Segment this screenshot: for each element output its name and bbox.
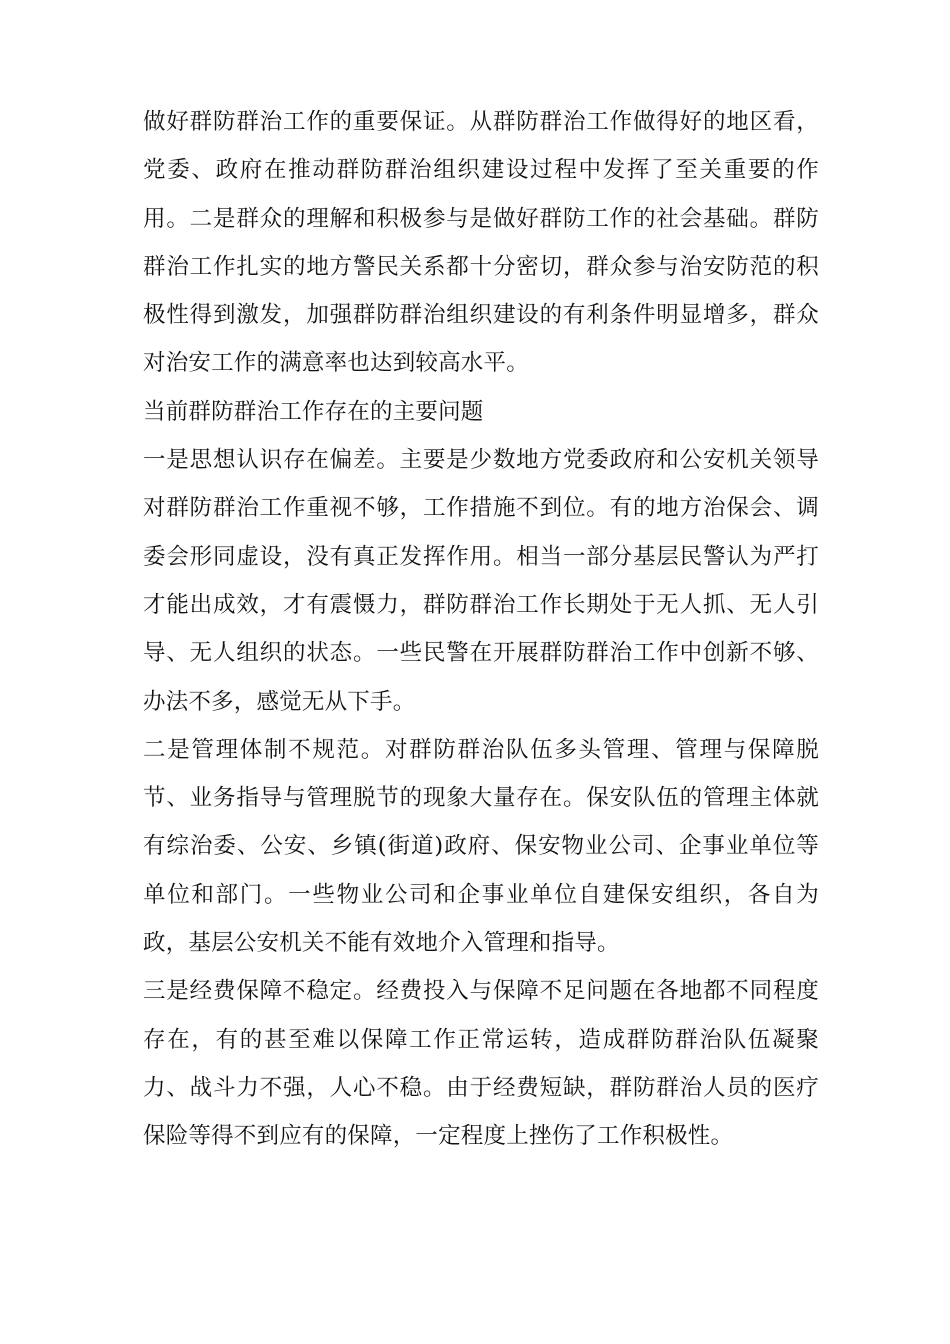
section-heading: 当前群防群治工作存在的主要问题 (143, 398, 484, 425)
paragraph-problem-3: 三是经费保障不稳定。经费投入与保障不足问题在各地都不同程度存在，有的甚至难以保障工作正常运转，造成群防群治队伍凝聚力、战斗力不强，人心不稳。由于经费短缺，群防群治人员的医疗保险等得不到应有的保障，一定程度上挫伤了工作积极性。 (143, 978, 819, 1150)
paragraph-problem-2: 二是管理体制不规范。对群防群治队伍多头管理、管理与保障脱节、业务指导与管理脱节的现象大量存在。保安队伍的管理主体就有综治委、公安、乡镇(街道)政府、保安物业公司、企事业单位等单位和部门。一些物业公司和企事业单位自建保安组织，各自为政，基层公安机关不能有效地介入管理和指导。 (143, 736, 819, 957)
document-body (143, 98, 819, 1161)
paragraph-problem-1: 一是思想认识存在偏差。主要是少数地方党委政府和公安机关领导对群防群治工作重视不够，工作措施不到位。有的地方治保会、调委会形同虚设，没有真正发挥作用。相当一部分基层民警认为严打才能出成效，才有震慑力，群防群治工作长期处于无人抓、无人引导、无人组织的状态。一些民警在开展群防群治工作中创新不够、办法不多，感觉无从下手。 (143, 447, 819, 715)
paragraph-intro: 做好群防群治工作的重要保证。从群防群治工作做得好的地区看，党委、政府在推动群防群治组织建设过程中发挥了至关重要的作用。二是群众的理解和积极参与是做好群防工作的社会基础。群防群治工作扎实的地方警民关系都十分密切，群众参与治安防范的积极性得到激发，加强群防群治组织建设的有利条件明显增多，群众对治安工作的满意率也达到较高水平。 (143, 109, 819, 377)
